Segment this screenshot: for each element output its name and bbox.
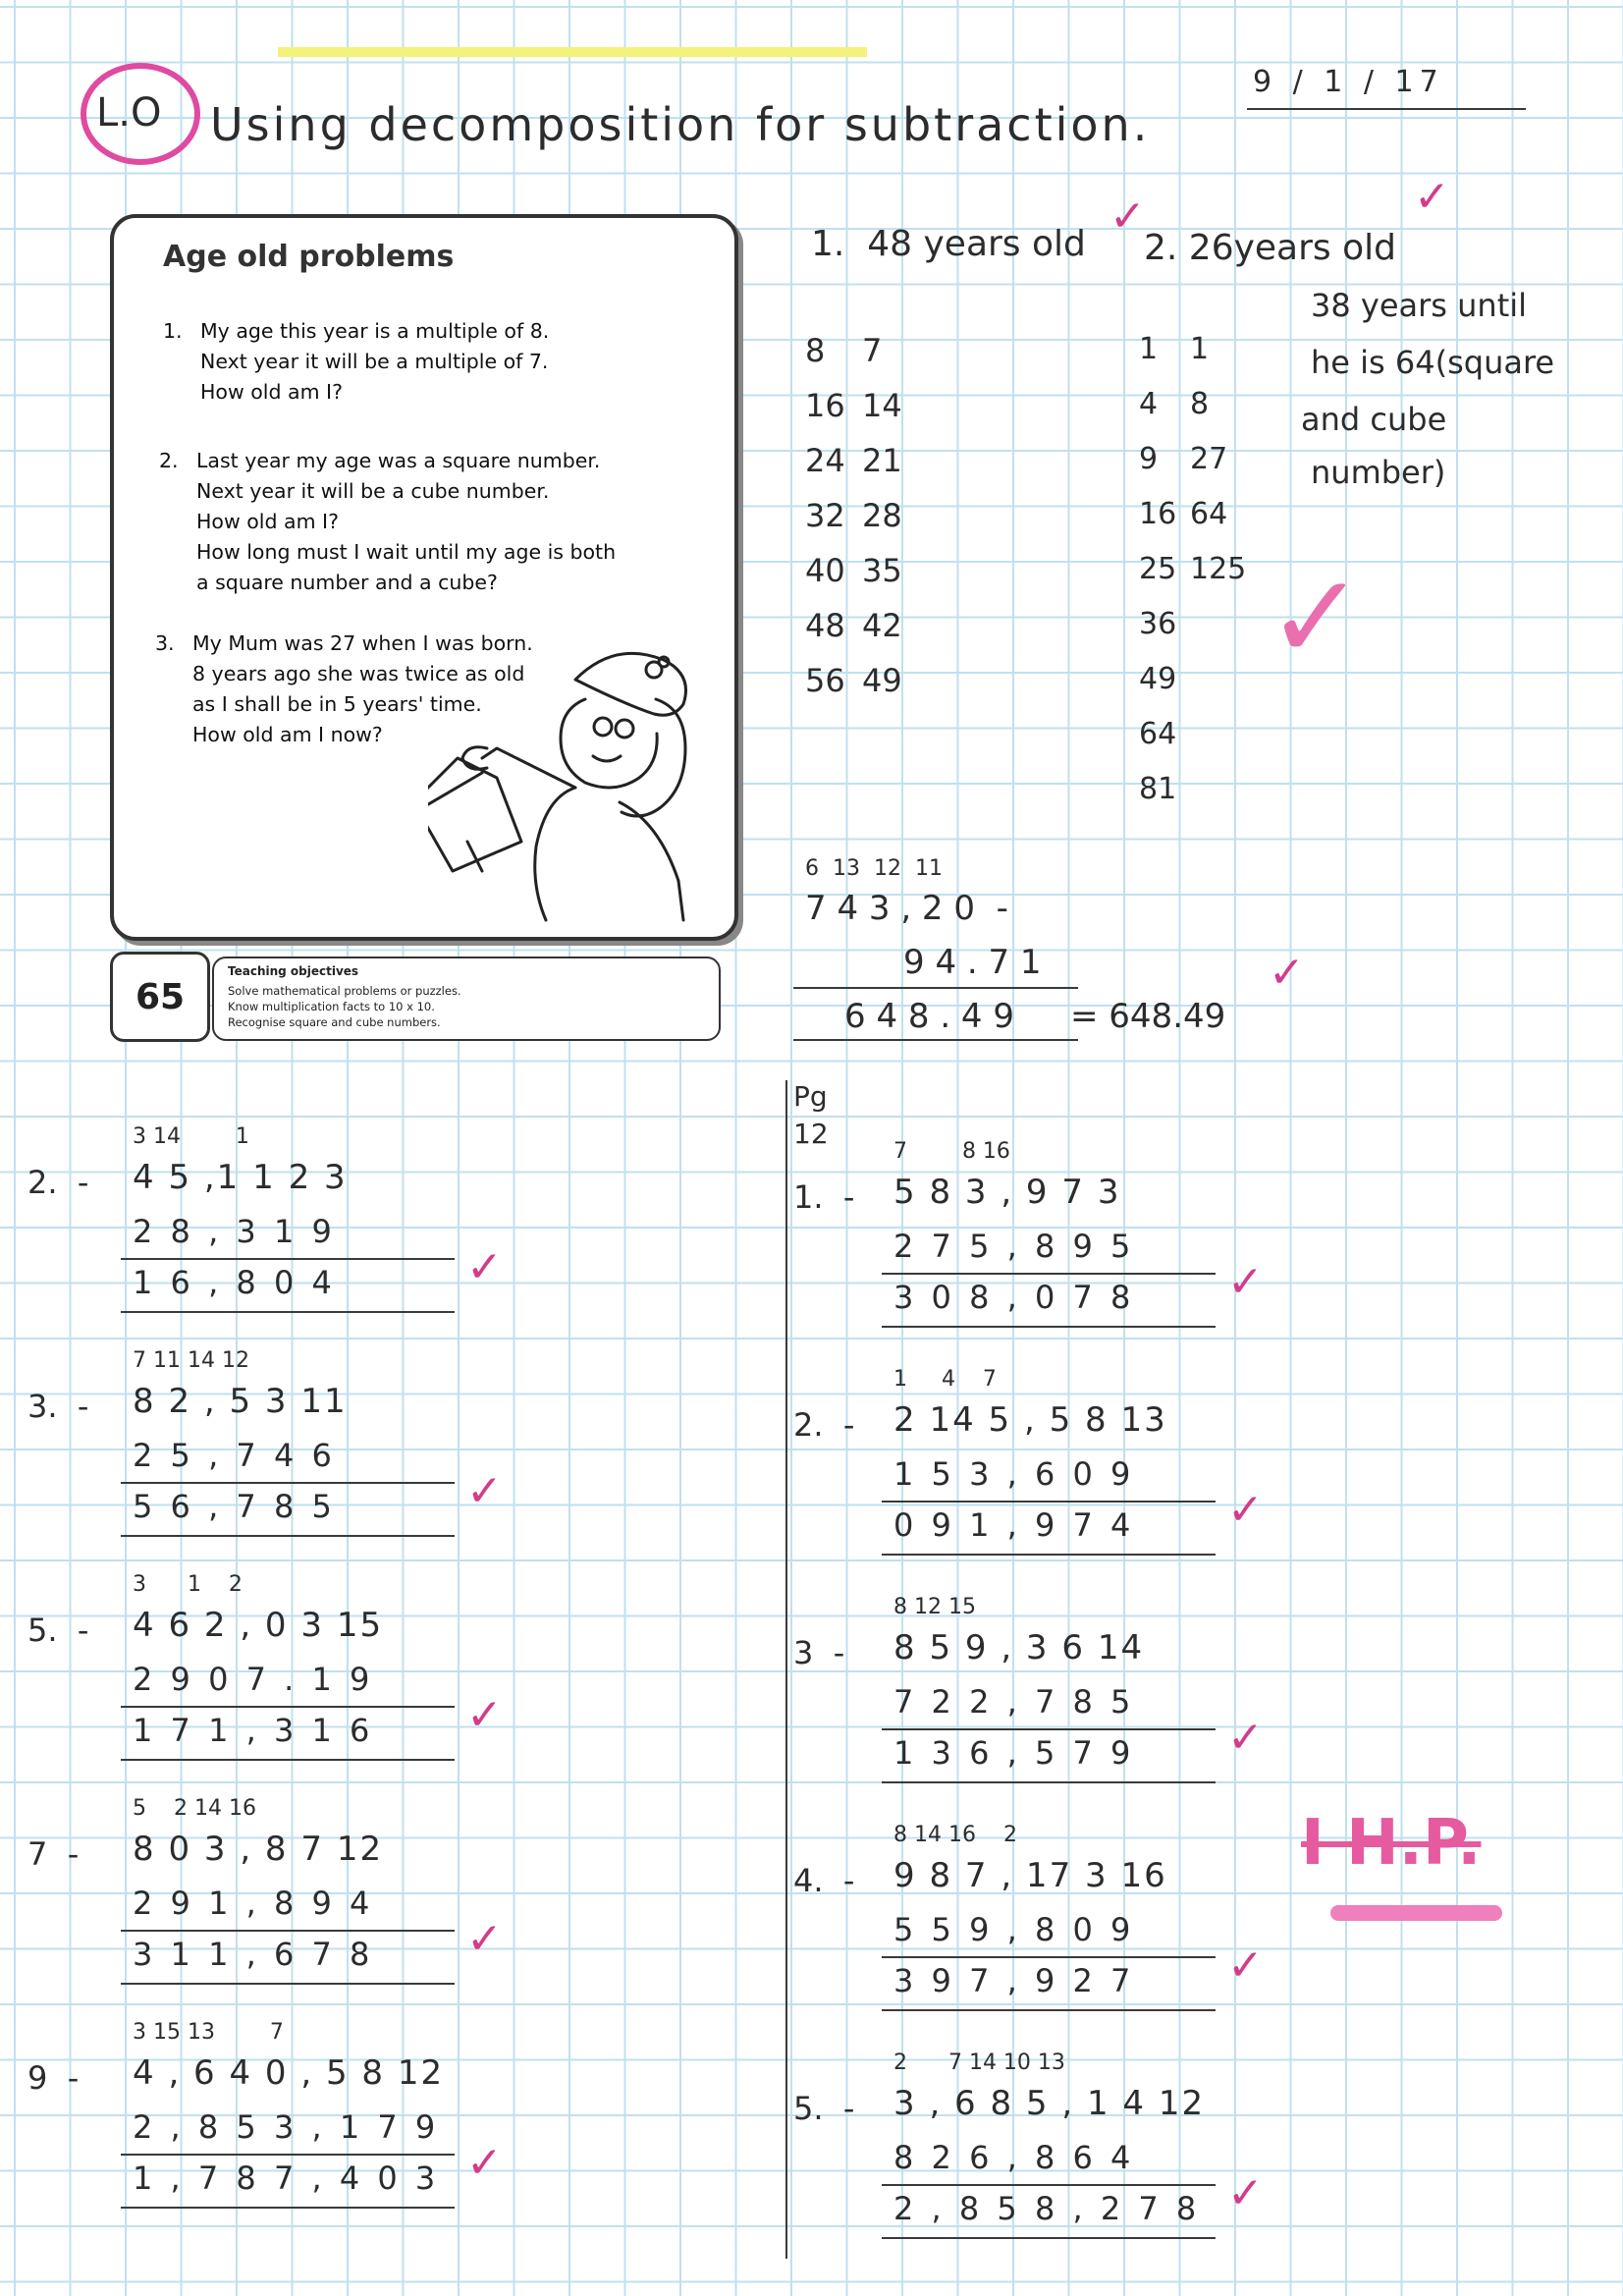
multiple-cell: 21 <box>862 442 902 479</box>
sum-top: 9 8 7 , 17 3 16 <box>893 1856 1167 1895</box>
question-line: Next year it will be a cube number. <box>196 479 550 503</box>
page-title: Using decomposition for subtraction. <box>210 98 1151 151</box>
answer-2: 2. 26years old <box>1144 228 1396 268</box>
sum-top: 5 8 3 , 9 7 3 <box>893 1173 1121 1212</box>
sum-carry: 3 15 13 7 <box>133 2020 284 2045</box>
sum-top: 4 6 2 , 0 3 15 <box>133 1606 384 1645</box>
sum-line <box>121 1759 455 1761</box>
multiple-cell: 28 <box>862 497 902 534</box>
objectives-title: Teaching objectives <box>228 964 359 978</box>
page-ref: Pg <box>793 1080 828 1113</box>
question-2 <box>159 446 617 598</box>
pink-double-tick: ✓ <box>1267 550 1366 686</box>
tick-mark: ✓ <box>1227 2168 1264 2218</box>
note-line: number) <box>1311 454 1446 491</box>
sum-line <box>882 1554 1216 1556</box>
square-cell: 25 <box>1139 552 1177 586</box>
sum-line <box>882 2237 1216 2239</box>
sum-result: 3 0 8 , 0 7 8 <box>893 1279 1135 1316</box>
sum-line <box>121 1258 455 1260</box>
square-cell: 9 <box>1139 442 1159 476</box>
sum-result: 1 3 6 , 5 7 9 <box>893 1734 1135 1772</box>
question-line: as I shall be in 5 years' time. <box>192 692 482 716</box>
sum-carry: 7 8 16 <box>893 1139 1010 1164</box>
sum-bottom: 5 5 9 , 8 0 9 <box>893 1911 1135 1948</box>
sum-label: 2. - <box>793 1406 855 1444</box>
tick-mark: ✓ <box>1269 948 1305 998</box>
old-lady-illustration <box>428 640 723 925</box>
sum-label: 2. - <box>27 1164 89 1201</box>
sum-label: 5. - <box>27 1612 89 1649</box>
sum-line <box>121 1983 455 1985</box>
cube-cell: 1 <box>1190 332 1210 366</box>
tick-mark: ✓ <box>1109 191 1146 242</box>
tick-mark: ✓ <box>466 1242 503 1292</box>
cube-cell: 8 <box>1190 387 1210 421</box>
sum-top: 3 , 6 8 5 , 1 4 12 <box>893 2084 1206 2123</box>
sum-result: 5 6 , 7 8 5 <box>133 1488 336 1525</box>
sum-label: 3 - <box>793 1634 845 1671</box>
multiple-cell: 35 <box>862 552 902 589</box>
sum-result: 1 , 7 8 7 , 4 0 3 <box>133 2159 440 2197</box>
sum-line <box>882 2184 1216 2186</box>
sum-carry: 1 4 7 <box>893 1367 997 1392</box>
sum-result: 0 9 1 , 9 7 4 <box>893 1506 1135 1544</box>
multiple-cell: 24 <box>805 442 845 479</box>
square-cell: 64 <box>1139 717 1177 751</box>
tick-mark: ✓ <box>1227 1941 1264 1991</box>
answer-1: 1. 48 years old <box>811 224 1086 264</box>
multiple-cell: 14 <box>862 387 902 424</box>
multiple-cell: 7 <box>862 332 883 369</box>
multiple-cell: 32 <box>805 497 845 534</box>
multiple-cell: 40 <box>805 552 845 589</box>
sum-line <box>882 1728 1216 1730</box>
multiple-cell: 42 <box>862 607 902 644</box>
sum-bottom: 2 , 8 5 3 , 1 7 9 <box>133 2108 440 2146</box>
multiple-cell: 16 <box>805 387 845 424</box>
worksheet-title: Age old problems <box>163 240 455 274</box>
sum-line <box>882 1956 1216 1958</box>
tick-mark: ✓ <box>1227 1713 1264 1763</box>
sum-equals: = 648.49 <box>1070 997 1226 1036</box>
ihp-mark: I H.P. <box>1301 1807 1482 1880</box>
question-line: How old am I? <box>200 380 343 404</box>
sum-bottom: 2 7 5 , 8 9 5 <box>893 1228 1135 1265</box>
pink-highlight-bar <box>1330 1905 1502 1921</box>
tick-mark: ✓ <box>1227 1257 1264 1307</box>
objective-line: Know multiplication facts to 10 x 10. <box>228 1000 435 1013</box>
multiple-cell: 49 <box>862 662 902 699</box>
sum-label: 5. - <box>793 2090 855 2127</box>
sum-top: 4 5 ,1 1 2 3 <box>133 1158 348 1197</box>
sum-line <box>121 2154 455 2156</box>
question-line: My Mum was 27 when I was born. <box>192 631 533 655</box>
cube-cell: 27 <box>1190 442 1228 476</box>
sum-label: 3. - <box>27 1388 89 1425</box>
page-number-box: 65 <box>110 952 210 1042</box>
square-cell: 1 <box>1139 332 1159 366</box>
multiple-cell: 8 <box>805 332 826 369</box>
question-number: 3. <box>155 631 175 655</box>
multiple-cell: 56 <box>805 662 845 699</box>
sum-line <box>882 1273 1216 1275</box>
sum-bottom: 2 8 , 3 1 9 <box>133 1213 336 1250</box>
sum-carry: 6 13 12 11 <box>805 856 943 881</box>
sum-line <box>793 1039 1078 1041</box>
note-line: he is 64(square <box>1311 344 1555 381</box>
date: 9 / 1 / 17 <box>1253 65 1444 99</box>
square-cell: 4 <box>1139 387 1159 421</box>
sum-result: 2 , 8 5 8 , 2 7 8 <box>893 2190 1201 2227</box>
tick-mark: ✓ <box>466 1466 503 1516</box>
square-cell: 16 <box>1139 497 1177 531</box>
sum-line <box>121 2207 455 2209</box>
note-line: and cube <box>1301 401 1447 438</box>
sum-carry: 8 12 15 <box>893 1595 976 1619</box>
sum-bottom: 7 2 2 , 7 8 5 <box>893 1683 1135 1721</box>
sum-carry: 3 14 1 <box>133 1124 249 1149</box>
square-cell: 36 <box>1139 607 1177 641</box>
sum-label: 1. - <box>793 1178 855 1216</box>
square-cell: 49 <box>1139 662 1177 696</box>
page-ref: 12 <box>793 1118 829 1150</box>
sum-label: 4. - <box>793 1862 855 1899</box>
date-underline <box>1247 108 1526 110</box>
sum-top: 7 4 3 , 2 0 - <box>805 889 1008 928</box>
worksheet-card <box>110 214 738 941</box>
sum-line <box>121 1535 455 1537</box>
question-line: How old am I? <box>196 510 339 533</box>
sum-result: 1 7 1 , 3 1 6 <box>133 1712 374 1749</box>
question-line: How old am I now? <box>192 723 383 746</box>
sum-result: 6 4 8 . 4 9 <box>844 997 1015 1036</box>
objective-line: Recognise square and cube numbers. <box>228 1015 441 1029</box>
sum-line <box>882 1501 1216 1503</box>
question-number: 1. <box>163 319 183 343</box>
sum-result: 3 1 1 , 6 7 8 <box>133 1936 374 1973</box>
lo-label: L.O <box>96 90 162 136</box>
multiple-cell: 48 <box>805 607 845 644</box>
sum-line <box>793 987 1078 989</box>
question-line: 8 years ago she was twice as old <box>192 662 525 685</box>
sum-top: 8 2 , 5 3 11 <box>133 1382 348 1421</box>
sum-label: 9 - <box>27 2059 80 2097</box>
sum-carry: 5 2 14 16 <box>133 1796 256 1821</box>
sum-line <box>882 1781 1216 1783</box>
question-line: My age this year is a multiple of 8. <box>200 319 550 343</box>
question-line: Last year my age was a square number. <box>196 449 601 472</box>
highlighter-strip <box>278 47 867 57</box>
square-cell: 81 <box>1139 772 1177 806</box>
sum-carry: 7 11 14 12 <box>133 1348 249 1373</box>
sum-line <box>882 2009 1216 2011</box>
sum-bottom: 2 9 0 7 . 1 9 <box>133 1661 374 1698</box>
sum-carry: 3 1 2 <box>133 1572 243 1597</box>
sum-top: 4 , 6 4 0 , 5 8 12 <box>133 2053 445 2093</box>
cube-cell: 125 <box>1190 552 1247 586</box>
sum-bottom: 1 5 3 , 6 0 9 <box>893 1455 1135 1493</box>
sum-line <box>882 1326 1216 1328</box>
question-1 <box>163 316 550 408</box>
sum-top: 8 5 9 , 3 6 14 <box>893 1628 1145 1667</box>
tick-mark: ✓ <box>466 2138 503 2188</box>
teaching-objectives-box <box>212 957 721 1041</box>
tick-mark: ✓ <box>1227 1485 1264 1535</box>
sum-label: 7 - <box>27 1835 80 1873</box>
question-line: How long must I wait until my age is both <box>196 540 617 564</box>
sum-line <box>121 1930 455 1932</box>
sum-bottom: 8 2 6 , 8 6 4 <box>893 2139 1135 2176</box>
sum-result: 3 9 7 , 9 2 7 <box>893 1962 1135 1999</box>
sum-bottom: 9 4 . 7 1 <box>903 943 1042 982</box>
cube-cell: 64 <box>1190 497 1228 531</box>
sum-line <box>121 1311 455 1313</box>
tick-mark: ✓ <box>466 1690 503 1740</box>
sum-line <box>121 1706 455 1708</box>
tick-mark: ✓ <box>466 1914 503 1964</box>
sum-bottom: 2 5 , 7 4 6 <box>133 1437 336 1474</box>
column-divider <box>785 1080 787 2259</box>
tick-mark: ✓ <box>1414 172 1450 222</box>
sum-bottom: 2 9 1 , 8 9 4 <box>133 1885 374 1922</box>
sum-result: 1 6 , 8 0 4 <box>133 1264 336 1301</box>
question-line: a square number and a cube? <box>196 571 498 594</box>
sum-top: 8 0 3 , 8 7 12 <box>133 1830 384 1869</box>
objective-line: Solve mathematical problems or puzzles. <box>228 984 461 998</box>
sum-line <box>121 1482 455 1484</box>
sum-carry: 8 14 16 2 <box>893 1823 1017 1847</box>
note-line: 38 years until <box>1311 287 1528 324</box>
question-number: 2. <box>159 449 179 472</box>
sum-top: 2 14 5 , 5 8 13 <box>893 1400 1167 1440</box>
question-line: Next year it will be a multiple of 7. <box>200 350 549 373</box>
sum-carry: 2 7 14 10 13 <box>893 2050 1065 2075</box>
